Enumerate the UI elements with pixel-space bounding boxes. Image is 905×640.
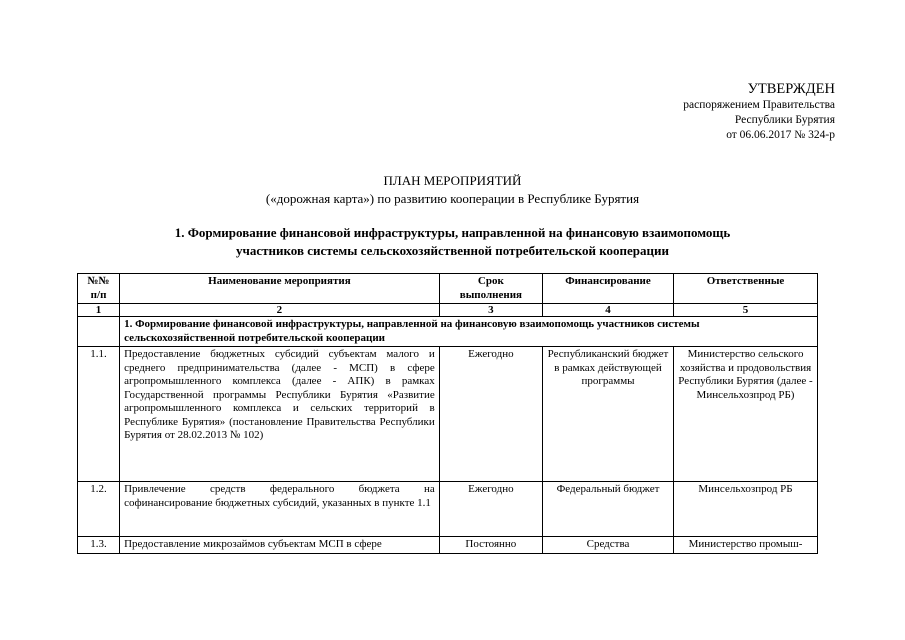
- row-name: Предоставление микрозаймов субъектам МСП в сфере: [120, 537, 440, 554]
- header-num: [78, 274, 120, 304]
- header-name: Наименование мероприятия: [120, 274, 440, 304]
- col-number-2: 2: [120, 304, 440, 317]
- approval-block: [683, 80, 835, 143]
- approval-head: УТВЕРЖДЕН: [747, 81, 835, 97]
- approval-line-3: от 06.06.2017 № 324-р: [726, 129, 835, 141]
- row-term: Ежегодно: [439, 482, 542, 537]
- table-header-row: [78, 274, 818, 304]
- header-term-line-1: Срок: [477, 275, 504, 287]
- row-finance: Федеральный бюджет: [543, 482, 674, 537]
- row-finance: Республиканский бюджет в рамках действующей программы: [543, 347, 674, 482]
- plan-title: ПЛАН МЕРОПРИЯТИЙ: [383, 173, 522, 188]
- header-num-line-1: №№: [87, 275, 110, 287]
- section-heading-line-1: 1. Формирование финансовой инфраструктуры, направленной на финансовую взаимопомощь: [174, 225, 731, 240]
- row-num: 1.2.: [78, 482, 120, 537]
- header-num-line-2: п/п: [90, 288, 107, 301]
- plan-title-block: [0, 172, 905, 208]
- row-num: 1.1.: [78, 347, 120, 482]
- col-number-3: 3: [439, 304, 542, 317]
- header-responsible: Ответственные: [674, 274, 818, 304]
- header-finance: Финансирование: [543, 274, 674, 304]
- approval-line-1: распоряжением Правительства: [683, 99, 835, 111]
- row-term: Постоянно: [439, 537, 542, 554]
- table-row: [78, 537, 818, 554]
- row-name: Привлечение средств федерального бюджета на софинансирование бюджетных субсидий, указанных в пункте 1.1: [120, 482, 440, 537]
- plan-subtitle: («дорожная карта») по развитию кооперации в Республике Бурятия: [265, 191, 640, 206]
- section-heading: [0, 224, 905, 260]
- row-responsible: Министерство сельского хозяйства и продовольствия Республики Бурятия (далее - Минсельхозпрод РБ): [674, 347, 818, 482]
- row-finance: Средства: [543, 537, 674, 554]
- section-row-empty: [78, 317, 120, 347]
- row-num: 1.3.: [78, 537, 120, 554]
- section-heading-line-2: участников системы сельскохозяйственной потребительской кооперации: [235, 243, 669, 258]
- table-row: [78, 482, 818, 537]
- section-row-text: 1. Формирование финансовой инфраструктуры, направленной на финансовую взаимопомощь участников системы сельскохозяйственной потребительской кооперации: [120, 317, 818, 347]
- row-name: Предоставление бюджетных субсидий субъектам малого и среднего предпринимательства (далее - МСП) в сфере агропромышленного комплекса (далее - АПК) в рамках Государственной программы Республики Бурятия «Развитие агропромышленного комплекса и сельских территорий в Республике Бурятия» (постановление Правительства Республики Бурятия от 28.02.2013 № 102): [120, 347, 440, 482]
- column-number-row: [78, 304, 818, 317]
- header-term: [439, 274, 542, 304]
- row-responsible: Министерство промыш-: [674, 537, 818, 554]
- measures-table: [77, 273, 818, 554]
- col-number-5: 5: [674, 304, 818, 317]
- row-responsible: Минсельхозпрод РБ: [674, 482, 818, 537]
- header-term-line-2: выполнения: [459, 288, 522, 301]
- section-row: [78, 317, 818, 347]
- col-number-1: 1: [78, 304, 120, 317]
- table-row: [78, 347, 818, 482]
- row-term: Ежегодно: [439, 347, 542, 482]
- col-number-4: 4: [543, 304, 674, 317]
- approval-line-2: Республики Бурятия: [734, 114, 835, 126]
